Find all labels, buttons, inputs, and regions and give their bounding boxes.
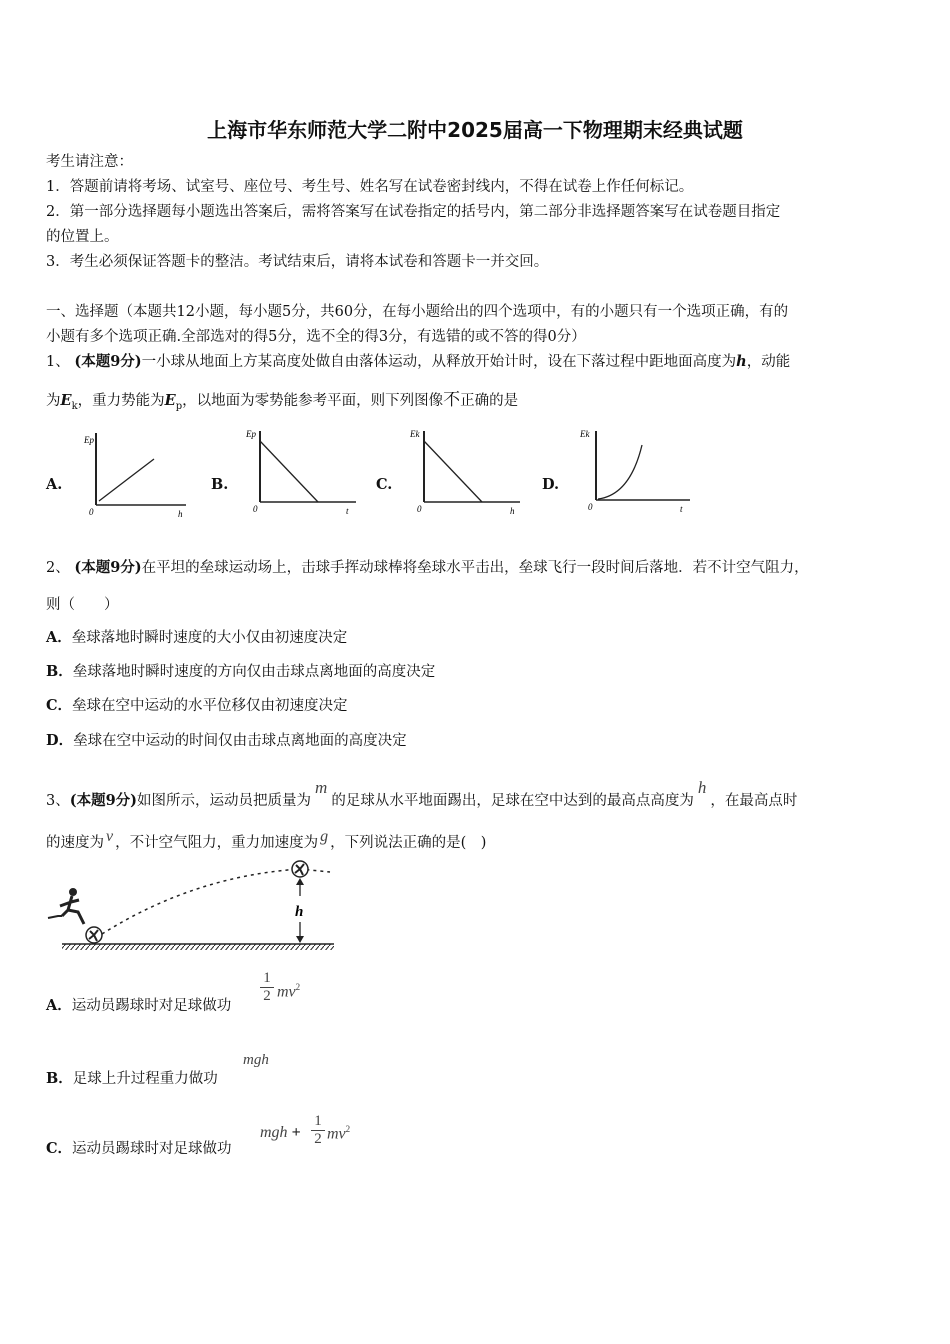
notice-item: 3．考生必须保证答题卡的整洁。考试结束后，请将本试卷和答题卡一并交回。 <box>46 254 549 270</box>
math-exponent: 2 <box>345 1124 351 1134</box>
question-points: (本题9分) <box>74 559 142 576</box>
question-points: (本题9分) <box>69 792 138 809</box>
page-title: 上海市华东师范大学二附中2025届高一下物理期末经典试题 <box>207 118 743 142</box>
option-text: 足球上升过程重力做功 <box>72 1071 218 1087</box>
y-axis-label: Ep <box>246 429 256 439</box>
section-header-line: 小题有多个选项正确.全部选对的得5分，选不全的得3分，有选错的或不答的得0分） <box>46 329 586 345</box>
graph-line <box>99 459 154 501</box>
variable-v: v <box>106 828 114 845</box>
math-plus: + <box>291 1124 301 1141</box>
question-text: 在平坦的垒球运动场上，击球手挥动球棒将垒球水平击出，垒球飞行一段时间后落地．若不计空气阻力， <box>141 560 809 576</box>
math-mgh-text: mgh <box>260 1124 288 1141</box>
fraction-numerator: 1 <box>263 970 271 986</box>
question-2-line-1 <box>46 558 809 578</box>
soccer-kick-figure <box>44 856 339 956</box>
question-text: ，动能 <box>746 354 791 370</box>
option-a <box>46 628 347 648</box>
question-text: 的足球从水平地面踢出，足球在空中达到的最高点高度为 <box>331 793 694 809</box>
question-text: 如图所示，运动员把质量为 <box>137 793 312 809</box>
option-label: B． <box>46 663 73 680</box>
notice-item: 的位置上。 <box>46 229 119 245</box>
option-d <box>46 731 407 751</box>
question-3-line-1 <box>46 768 797 821</box>
x-axis-label: h <box>178 509 183 519</box>
option-a <box>46 996 231 1016</box>
graph-curve <box>598 445 642 499</box>
option-label-b: B. <box>211 476 229 493</box>
x-axis-label: h <box>510 506 515 516</box>
option-text: 垒球落地时瞬时速度的大小仅由初速度决定 <box>71 630 348 646</box>
origin-label: 0 <box>417 504 422 514</box>
question-text: ，重力势能为 <box>77 393 165 409</box>
question-text: ，下列说法正确的是( ) <box>330 835 487 851</box>
variable-ek: E <box>60 392 72 409</box>
option-text: 垒球在空中运动的时间仅由击球点离地面的高度决定 <box>73 733 407 749</box>
variable-g: g <box>320 828 329 845</box>
arrowhead-down <box>296 936 304 943</box>
section-header-line: 一、选择题（本题共12小题，每小题5分，共60分，在每小题给出的四个选项中，有的小题只有一个选项正确，有的 <box>46 304 789 320</box>
player-icon <box>48 888 84 924</box>
question-text: ，以地面为零势能参考平面，则下列图像 <box>182 393 444 409</box>
option-b <box>46 662 435 682</box>
fraction-denominator: 2 <box>311 1130 325 1148</box>
y-axis-label: Ek <box>410 429 420 439</box>
question-number: 1、 <box>46 354 70 370</box>
math-mv-squared <box>277 982 300 1001</box>
variable-h: h <box>736 353 747 370</box>
question-text: 正确的是 <box>460 393 519 409</box>
question-text: 一小球从地面上方某高度处做自由落体运动，从释放开始计时，设在下落过程中距地面高度为 <box>141 354 737 370</box>
math-mv-squared <box>327 1124 350 1143</box>
emphasis-not: 不 <box>443 390 461 410</box>
variable-ep-sub: p <box>175 400 183 412</box>
option-b <box>46 1069 218 1089</box>
arrowhead-up <box>296 878 304 885</box>
origin-label: 0 <box>588 502 593 512</box>
fraction-numerator: 1 <box>314 1113 322 1129</box>
notice-header: 考生请注意： <box>46 154 133 170</box>
ball-top-icon <box>292 861 308 877</box>
option-label: C． <box>46 697 73 714</box>
question-1-line-2 <box>46 390 518 417</box>
origin-label: 0 <box>253 504 258 514</box>
math-mgh: mgh <box>243 1052 269 1068</box>
notice-item: 2．第一部分选择题每小题选出答案后，需将答案写在试卷指定的括号内，第二部分非选择题答案写在试卷题目指定 <box>46 204 781 220</box>
variable-h: h <box>697 778 707 797</box>
graph-line <box>260 441 318 502</box>
option-label-d: D. <box>542 476 560 493</box>
notice-item: 1．答题前请将考场、试室号、座位号、考生号、姓名写在试卷密封线内，不得在试卷上作任何标记。 <box>46 179 694 195</box>
option-label-a: A. <box>46 476 63 493</box>
graph-line <box>424 441 482 502</box>
option-text: 运动员踢球时对足球做功 <box>71 998 232 1014</box>
option-label: B． <box>46 1070 73 1087</box>
graph-c <box>410 425 525 520</box>
fraction-one-half <box>260 970 274 1005</box>
option-text: 垒球在空中运动的水平位移仅由初速度决定 <box>72 698 348 714</box>
question-3-line-2 <box>46 819 486 861</box>
question-text: ，在最高点时 <box>710 793 798 809</box>
graph-d <box>580 425 695 520</box>
question-text: ，不计空气阻力，重力加速度为 <box>115 835 319 851</box>
graph-a <box>82 425 192 520</box>
option-label: A． <box>46 997 72 1014</box>
question-text: 为 <box>46 393 61 409</box>
option-text: 运动员踢球时对足球做功 <box>72 1141 232 1157</box>
option-c <box>46 1139 232 1159</box>
question-text: 的速度为 <box>46 835 104 851</box>
fraction-denominator: 2 <box>260 987 274 1005</box>
math-mv: mv <box>277 983 296 1001</box>
variable-m: m <box>315 778 328 797</box>
option-label-c: C. <box>376 476 393 493</box>
fraction-one-half <box>311 1113 325 1148</box>
question-number: 2、 <box>46 560 70 576</box>
option-label: D． <box>46 732 74 749</box>
question-number: 3、 <box>46 793 70 809</box>
question-1-line-1 <box>46 352 790 372</box>
y-axis-label: Ek <box>580 429 590 439</box>
math-exponent: 2 <box>295 982 301 992</box>
option-text: 垒球落地时瞬时速度的方向仅由击球点离地面的高度决定 <box>72 664 436 680</box>
y-axis-label: Ep <box>84 435 94 445</box>
question-2-line-2: 则（ ） <box>46 597 119 613</box>
x-axis-label: t <box>680 504 683 514</box>
ground-hatch <box>62 944 334 950</box>
x-axis-label: t <box>346 506 349 516</box>
trajectory-path <box>102 869 330 934</box>
option-label: C． <box>46 1140 73 1157</box>
variable-ep: E <box>164 392 176 409</box>
option-label: A． <box>46 629 72 646</box>
math-mv: mv <box>327 1125 346 1143</box>
math-mgh <box>260 1124 301 1142</box>
variable-ek-sub: k <box>71 400 78 412</box>
ball-start-icon <box>86 927 102 943</box>
height-label: h <box>295 904 304 920</box>
graph-b <box>246 425 361 520</box>
question-points: (本题9分) <box>74 353 142 370</box>
option-c <box>46 696 348 716</box>
origin-label: 0 <box>89 507 94 517</box>
